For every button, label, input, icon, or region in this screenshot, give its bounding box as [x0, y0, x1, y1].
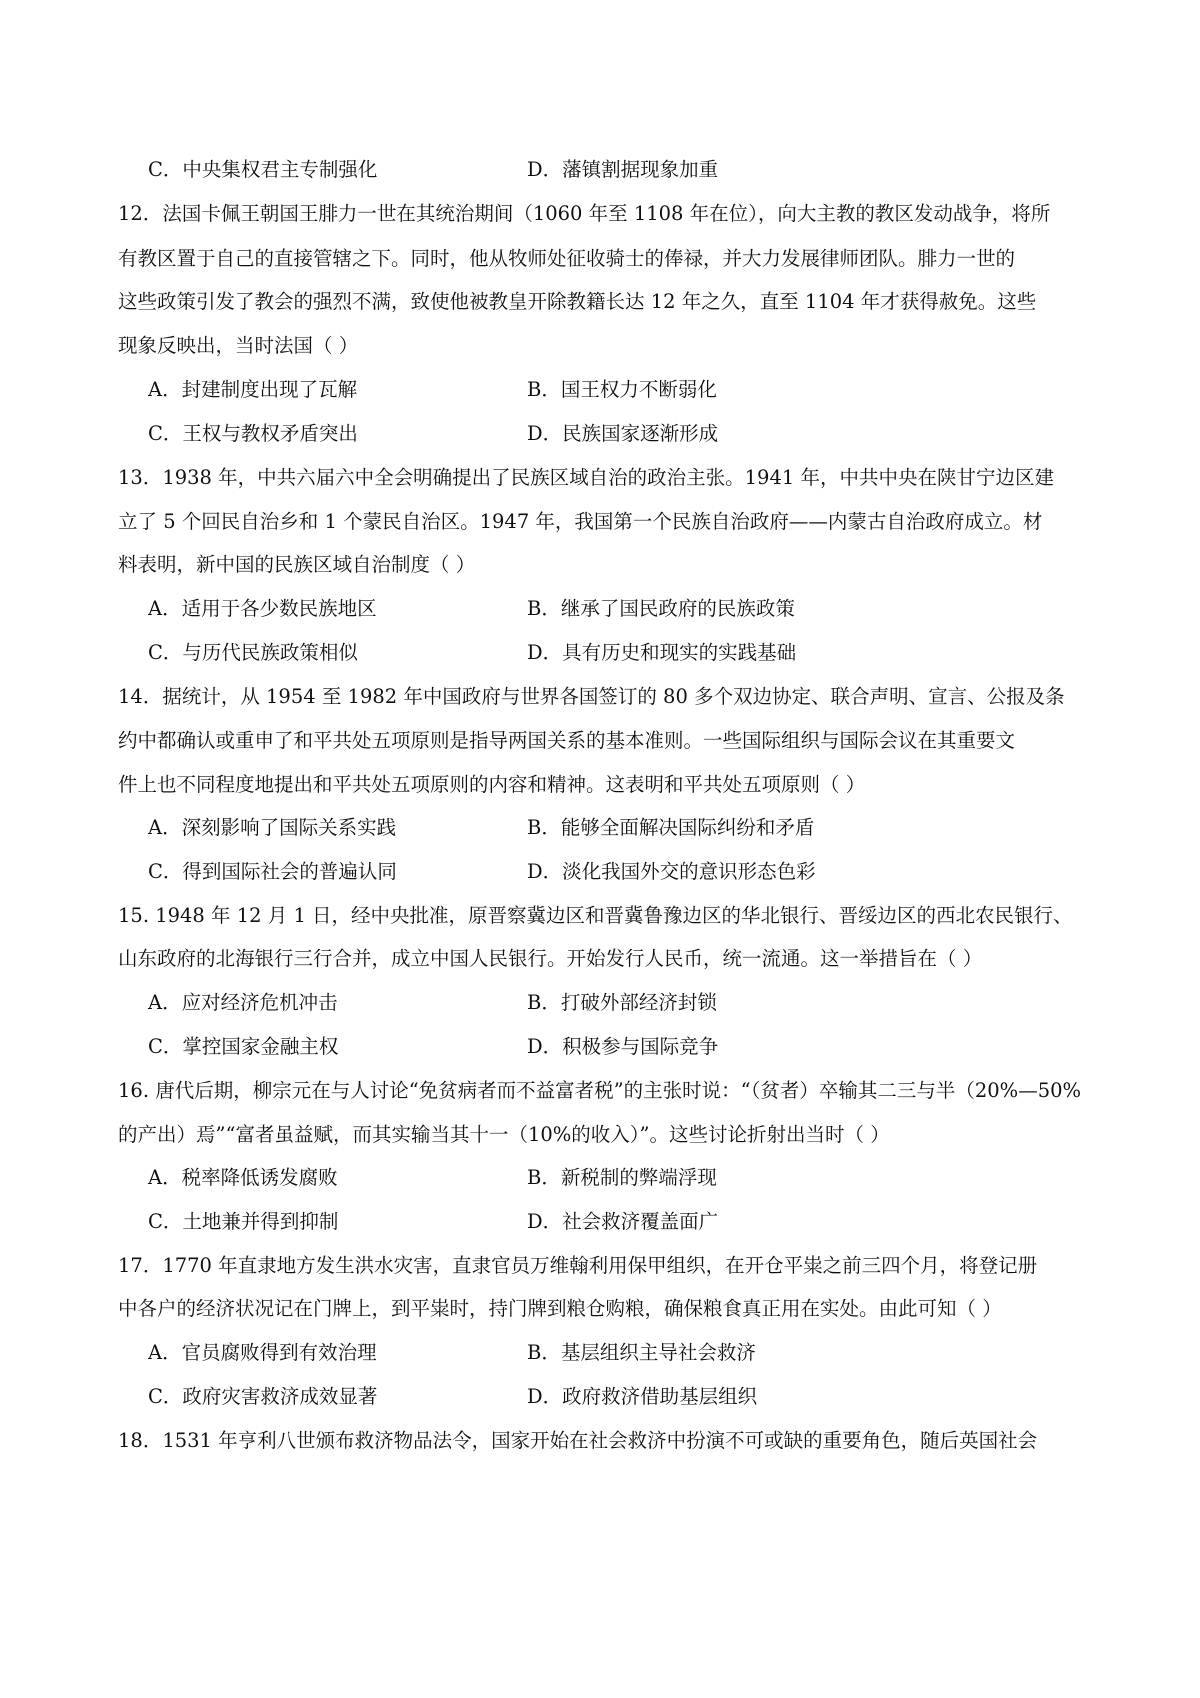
q15-stem-line-1: 15. 1948 年 12 月 1 日，经中央批准，原晋察冀边区和晋冀鲁豫边区的华北银行、晋绥边区的西北农民银行、 [118, 904, 1073, 927]
q16-stem-line-1: 16. 唐代后期，柳宗元在与人讨论“免贫病者而不益富者税”的主张时说：“（贫者）卒输其二三与半（20%—50% [118, 1079, 1082, 1102]
q17-stem-line-1: 17．1770 年直隶地方发生洪水灾害，直隶官员万维翰利用保甲组织，在开仓平粜之前三四个月，将登记册 [118, 1254, 1038, 1277]
q17-option-b: B．基层组织主导社会救济 [527, 1341, 756, 1364]
q13-stem-line-3: 料表明，新中国的民族区域自治制度（ ） [118, 553, 476, 576]
q13-stem-line-1: 13．1938 年，中共六届六中全会明确提出了民族区域自治的政治主张。1941 年，中共中央在陕甘宁边区建 [118, 466, 1054, 489]
q18-stem-line-1: 18．1531 年亨利八世颁布救济物品法令，国家开始在社会救济中扮演不可或缺的重要角色，随后英国社会 [118, 1429, 1038, 1452]
q13-option-b: B．继承了国民政府的民族政策 [527, 597, 795, 620]
q14-stem-line-3: 件上也不同程度地提出和平共处五项原则的内容和精神。这表明和平共处五项原则（ ） [118, 773, 866, 796]
q14-option-c: C．得到国际社会的普遍认同 [148, 860, 397, 883]
q15-option-d: D．积极参与国际竞争 [527, 1035, 719, 1058]
q15-option-a: A．应对经济危机冲击 [148, 991, 338, 1014]
q15-stem-line-2: 山东政府的北海银行三行合并，成立中国人民银行。开始发行人民币，统一流通。这一举措旨在（ ） [118, 947, 983, 970]
q16-stem-line-2: 的产出）焉”“富者虽益赋，而其实输当其十一（10%的收入）”。这些讨论折射出当时（ ） [118, 1123, 890, 1146]
q11-option-d: D．藩镇割据现象加重 [527, 158, 719, 181]
q14-stem-line-2: 约中都确认或重申了和平共处五项原则是指导两国关系的基本准则。一些国际组织与国际会议在其重要文 [118, 729, 1016, 752]
q13-option-c: C．与历代民族政策相似 [148, 641, 358, 664]
q12-option-d: D．民族国家逐渐形成 [527, 422, 719, 445]
q17-option-c: C．政府灾害救济成效显著 [148, 1385, 378, 1408]
q12-option-b: B．国王权力不断弱化 [527, 378, 717, 401]
q16-option-b: B．新税制的弊端浮现 [527, 1166, 717, 1189]
q14-stem-line-1: 14．据统计，从 1954 至 1982 年中国政府与世界各国签订的 80 多个双边协定、联合声明、宣言、公报及条 [118, 685, 1065, 708]
q14-option-d: D．淡化我国外交的意识形态色彩 [527, 860, 816, 883]
q17-option-d: D．政府救济借助基层组织 [527, 1385, 758, 1408]
q14-option-a: A．深刻影响了国际关系实践 [148, 816, 397, 839]
q16-option-d: D．社会救济覆盖面广 [527, 1210, 719, 1233]
q12-stem-line-4: 现象反映出，当时法国（ ） [118, 334, 359, 357]
q13-option-a: A．适用于各少数民族地区 [148, 597, 377, 620]
q13-option-d: D．具有历史和现实的实践基础 [527, 641, 797, 664]
q17-option-a: A．官员腐败得到有效治理 [148, 1341, 377, 1364]
q17-stem-line-2: 中各户的经济状况记在门牌上，到平粜时，持门牌到粮仓购粮，确保粮食真正用在实处。由此可知（ ） [118, 1297, 1002, 1320]
q16-option-a: A．税率降低诱发腐败 [148, 1166, 338, 1189]
q15-option-c: C．掌控国家金融主权 [148, 1035, 339, 1058]
q12-stem-line-1: 12．法国卡佩王朝国王腓力一世在其统治期间（1060 年至 1108 年在位），向大主教的教区发动战争，将所 [118, 202, 1051, 225]
q12-option-c: C．王权与教权矛盾突出 [148, 422, 358, 445]
q13-stem-line-2: 立了 5 个回民自治乡和 1 个蒙民自治区。1947 年，我国第一个民族自治政府——内蒙古自治政府成立。材 [118, 510, 1043, 533]
q11-option-c: C．中央集权君主专制强化 [148, 158, 378, 181]
q12-option-a: A．封建制度出现了瓦解 [148, 378, 358, 401]
q12-stem-line-2: 有教区置于自己的直接管辖之下。同时，他从牧师处征收骑士的俸禄，并大力发展律师团队。腓力一世的 [118, 247, 1016, 270]
q15-option-b: B．打破外部经济封锁 [527, 991, 717, 1014]
q16-option-c: C．土地兼并得到抑制 [148, 1210, 339, 1233]
q12-stem-line-3: 这些政策引发了教会的强烈不满，致使他被教皇开除教籍长达 12 年之久，直至 1104 年才获得赦免。这些 [118, 290, 1037, 313]
q14-option-b: B．能够全面解决国际纠纷和矛盾 [527, 816, 815, 839]
